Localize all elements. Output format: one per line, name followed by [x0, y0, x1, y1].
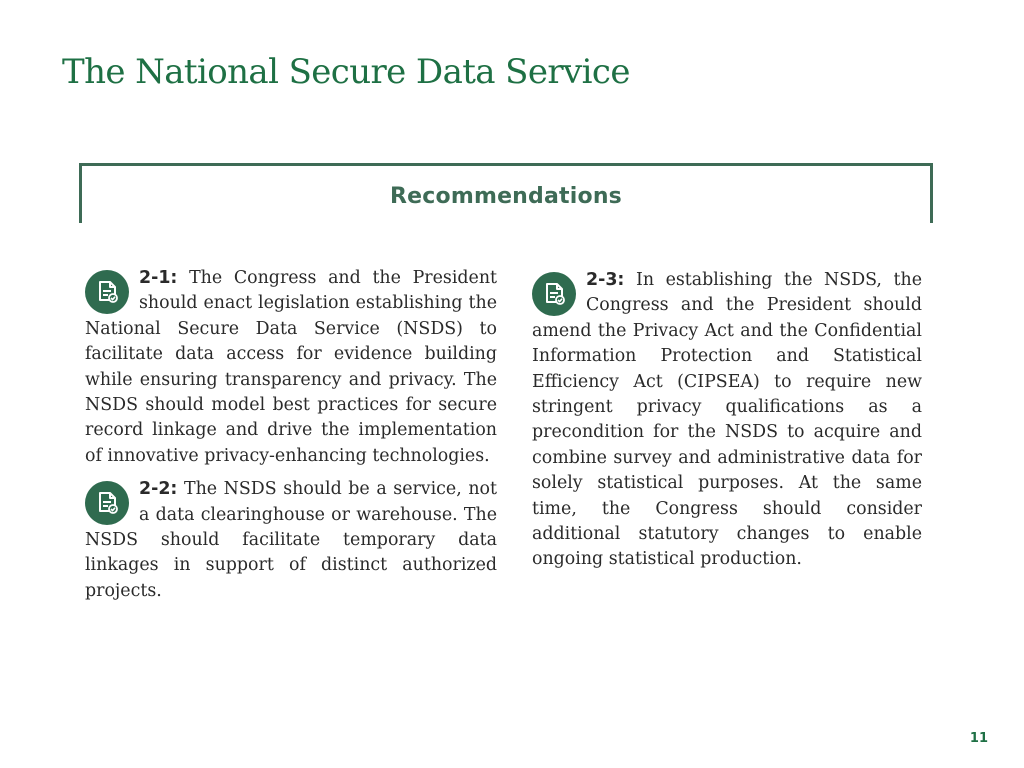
- right-column: [532, 268, 922, 581]
- document-check-icon: [85, 481, 129, 525]
- recommendation-number: 2-3:: [586, 270, 625, 290]
- document-check-icon: [85, 270, 129, 314]
- recommendation-number: 2-1:: [139, 268, 178, 288]
- recommendation-text: In establishing the NSDS, the Congress and the President should amend the Privacy Act and the Confidential Information Protection and Statistical Efficiency Act (CIPSEA) to require new stringent privacy qualifications as a precondition for the NSDS to acquire and combine survey and administrative data for solely statistical purposes. At the same time, the Congress should consider additional statutory changes to enable ongoing statistical production.: [532, 270, 923, 570]
- recommendations-box: [79, 163, 933, 223]
- recommendation-2-3: [532, 268, 922, 573]
- recommendation-number: 2-2:: [139, 479, 178, 500]
- slide-title: The National Secure Data Service: [62, 52, 630, 92]
- page-number: 11: [969, 731, 988, 746]
- document-check-icon: [532, 272, 576, 316]
- recommendations-heading: Recommendations: [390, 184, 622, 209]
- recommendation-2-2: [85, 477, 497, 604]
- recommendation-text: The NSDS should be a service, not a data clearinghouse or warehouse. The NSDS should facilitate temporary data linkages in support of distinct authorized projects.: [85, 479, 497, 601]
- recommendation-2-1: [85, 266, 497, 469]
- left-column: [85, 266, 497, 612]
- recommendation-text: The Congress and the President should enact legislation establishing the National Secure Data Service (NSDS) to facilitate data access for evidence building while ensuring transparency and privacy. The NSDS should model best practices for secure record linkage and drive the implementation of innovative privacy-enhancing technologies.: [85, 268, 498, 466]
